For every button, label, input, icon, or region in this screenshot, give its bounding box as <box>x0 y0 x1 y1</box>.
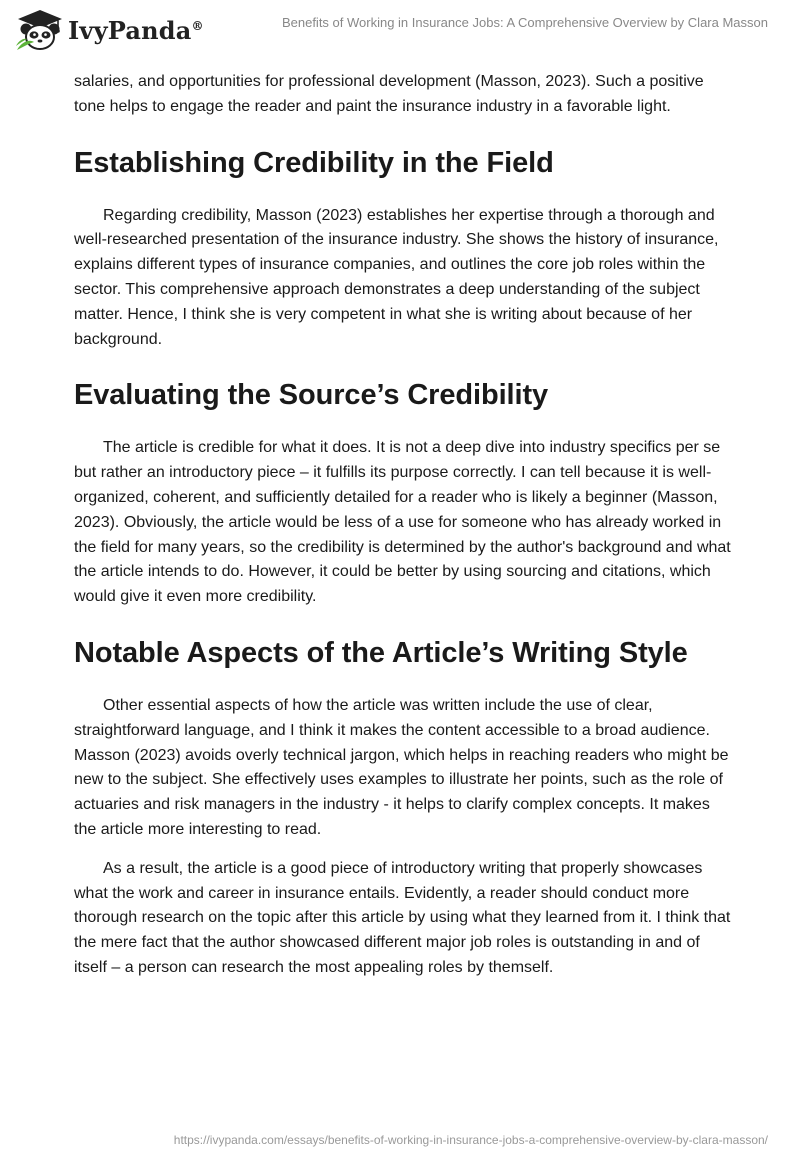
section-heading-writing-style: Notable Aspects of the Article’s Writing Style <box>74 636 688 669</box>
section-heading-credibility-field: Establishing Credibility in the Field <box>74 146 554 179</box>
paragraph-source-credibility: The article is credible for what it does. It is not a deep dive into industry specifics per se but rather an introductory piece – it fulfills its purpose correctly. I can tell because it is well-organized, coherent, and sufficiently detailed for a reader who is likely a beginner (Masson, 2023). Obviously, the article would be less of a use for someone who has already worked in the field for many years, so the credibility is determined by the author's background and what the article intends to do. However, it could be better by using sourcing and citations, which would give it even more credibility. <box>74 439 731 606</box>
logo-wordmark: IvyPanda® <box>68 15 204 45</box>
logo[interactable] <box>14 8 204 52</box>
registered-mark: ® <box>191 18 204 33</box>
paragraph-credibility-field: Regarding credibility, Masson (2023) establishes her expertise through a thorough and well-researched presentation of the insurance industry. She shows the history of insurance, explains different types of insurance companies, and outlines the core job roles within the sector. This comprehensive approach demonstrates a deep understanding of the subject matter. Hence, I think she is very competent in what she is writing about because of her background. <box>74 206 719 348</box>
document-title: Benefits of Working in Insurance Jobs: A Comprehensive Overview by Clara Masson <box>281 15 768 30</box>
intro-paragraph: salaries, and opportunities for professional development (Masson, 2023). Such a positive tone helps to engage the reader and paint the insurance industry in a favorable light. <box>74 73 704 115</box>
essay-body <box>74 70 734 995</box>
page-header <box>0 0 800 56</box>
panda-graduate-icon <box>14 8 66 52</box>
paragraph-writing-style: Other essential aspects of how the article was written include the use of clear, straightforward language, and I think it makes the content accessible to a broad audience. Masson (2023) avoids overly technical jargon, which helps in reaching readers who might be new to the subject. She effectively uses examples to illustrate her points, such as the role of actuaries and risk managers in the industry - it helps to clarify complex concepts. It makes the article more interesting to read. <box>74 696 729 838</box>
paragraph-conclusion: As a result, the article is a good piece of introductory writing that properly showcases what the work and career in insurance entails. Evidently, a reader should conduct more thorough research on the topic after this article by using what they learned from it. I think that the mere fact that the author showcased different major job roles is outstanding in and of itself – a person can research the most appealing roles by themself. <box>74 859 731 976</box>
source-url[interactable]: https://ivypanda.com/essays/benefits-of-working-in-insurance-jobs-a-comprehensive-overview-by-clara-masson/ <box>173 1133 768 1147</box>
section-heading-source-credibility: Evaluating the Source’s Credibility <box>74 379 549 412</box>
